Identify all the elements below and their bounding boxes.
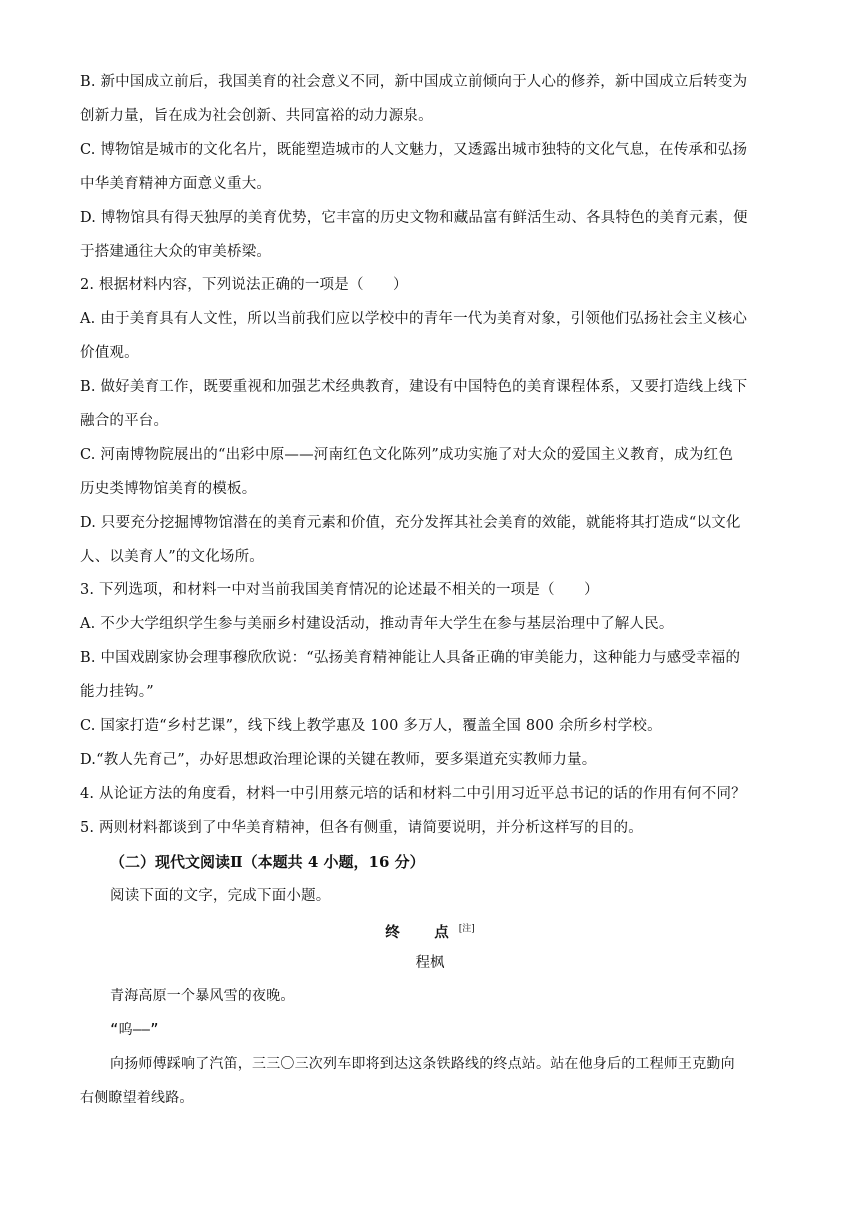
story-line-3: 向扬师傅踩响了汽笛，三三〇三次列车即将到达这条铁路线的终点站。站在他身后的工程师王克勤向: [110, 1056, 735, 1072]
option-3c: C. 国家打造“乡村艺课”，线下线上教学惠及 100 多万人，覆盖全国 800 余所乡村学校。: [80, 718, 662, 734]
story-line-1: 青海高原一个暴风雪的夜晚。: [110, 988, 295, 1004]
option-2c-line-1: C. 河南博物院展出的“出彩中原——河南红色文化陈列”成功实施了对大众的爱国主义教育，成为红色: [80, 447, 734, 463]
question-3: 3. 下列选项，和材料一中对当前我国美育情况的论述最不相关的一项是（ ）: [80, 582, 599, 598]
option-2d-line-1: D. 只要充分挖掘博物馆潜在的美育元素和价值，充分发挥其社会美育的效能，就能将其打造成“以文化: [80, 515, 741, 531]
option-2b-line-2: 融合的平台。: [80, 413, 169, 429]
question-5: 5. 两则材料都谈到了中华美育精神，但各有侧重，请简要说明，并分析这样写的目的。: [80, 820, 643, 836]
option-3b-line-1: B. 中国戏剧家协会理事穆欣欣说：“弘扬美育精神能让人具备正确的审美能力，这种能力与感受幸福的: [80, 650, 741, 666]
reading-instruction: 阅读下面的文字，完成下面小题。: [110, 888, 331, 904]
story-title: [0, 919, 860, 943]
option-1c-line-2: 中华美育精神方面意义重大。: [80, 176, 272, 192]
option-3b-line-2: 能力挂钩。”: [80, 684, 154, 700]
story-author: 程枫: [415, 955, 445, 971]
option-2c-line-2: 历史类博物馆美育的模板。: [80, 481, 257, 497]
option-2d-line-2: 人、以美育人”的文化场所。: [80, 549, 265, 565]
option-1b-line-1: B. 新中国成立前后，我国美育的社会意义不同，新中国成立前倾向于人心的修养，新中国成立后转变为: [80, 74, 748, 90]
question-4: 4. 从论证方法的角度看，材料一中引用蔡元培的话和材料二中引用习近平总书记的话的作用有何不同？: [80, 786, 746, 802]
option-1d-line-2: 于搭建通往大众的审美桥梁。: [80, 244, 272, 260]
question-2: 2. 根据材料内容，下列说法正确的一项是（ ）: [80, 277, 408, 293]
story-line-4: 右侧瞭望着线路。: [80, 1090, 194, 1106]
option-3d: D.“教人先育己”，办好思想政治理论课的关键在教师，要多渠道充实教师力量。: [80, 752, 597, 768]
option-3a: A. 不少大学组织学生参与美丽乡村建设活动，推动青年大学生在参与基层治理中了解人民。: [80, 616, 674, 632]
story-line-2: “呜——”: [110, 1022, 159, 1038]
option-2a-line-2: 价值观。: [80, 345, 139, 361]
option-1c-line-1: C. 博物馆是城市的文化名片，既能塑造城市的人文魅力，又透露出城市独特的文化气息，在传承和弘扬: [80, 142, 748, 158]
story-title-note: [注]: [458, 924, 475, 934]
option-1d-line-1: D. 博物馆具有得天独厚的美育优势，它丰富的历史文物和藏品富有鲜活生动、各具特色的美育元素，便: [80, 210, 748, 226]
option-2b-line-1: B. 做好美育工作，既要重视和加强艺术经典教育，建设有中国特色的美育课程体系，又要打造线上线下: [80, 379, 748, 395]
story-title-text: 终 点: [385, 923, 459, 941]
option-1b-line-2: 创新力量，旨在成为社会创新、共同富裕的动力源泉。: [80, 108, 433, 124]
section-heading: （二）现代文阅读Ⅱ（本题共 4 小题，16 分）: [110, 853, 425, 871]
option-2a-line-1: A. 由于美育具有人文性，所以当前我们应以学校中的青年一代为美育对象，引领他们弘扬社会主义核心: [80, 311, 748, 327]
